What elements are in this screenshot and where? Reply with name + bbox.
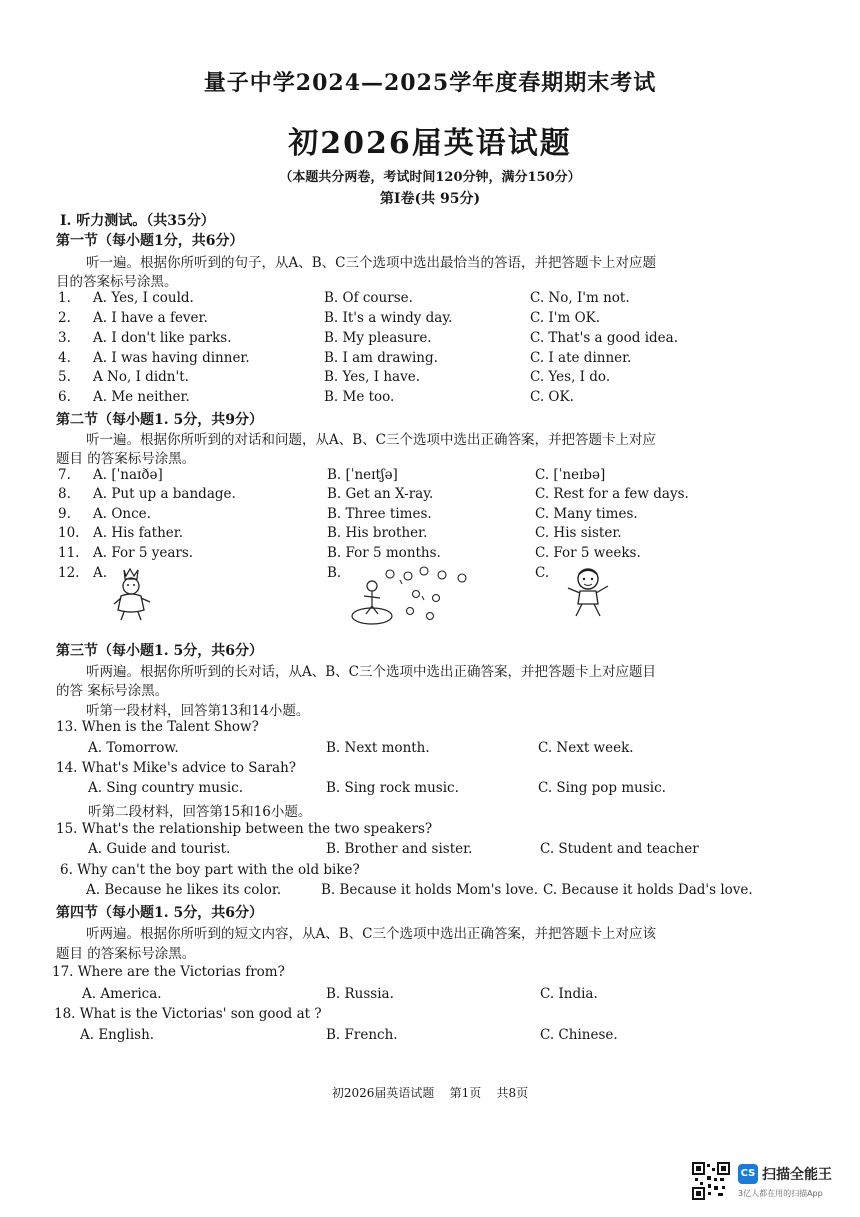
question-stem: 15. What's the relationship between the two speakers? — [56, 821, 433, 837]
option-c: C. [ˈneɪbə] — [535, 467, 606, 483]
exam-title: 初2026届英语试题 — [288, 126, 572, 161]
option-c: C. OK. — [530, 389, 574, 405]
option-a: A. Me neither. — [93, 389, 190, 405]
option-c: C. Because it holds Dad's love. — [543, 882, 753, 898]
option-b: B. I am drawing. — [324, 350, 438, 366]
question-number: 6. — [58, 389, 71, 405]
option-c: C. I ate dinner. — [530, 350, 632, 366]
question-number: 1. — [58, 290, 71, 306]
option-c: C. Yes, I do. — [530, 369, 611, 385]
option-b: B. [ˈneɪtʃə] — [327, 467, 398, 483]
option-a: A. Yes, I could. — [93, 290, 194, 306]
option-a: A. America. — [82, 986, 162, 1002]
question-number: 12. — [58, 565, 80, 581]
option-b: B. Russia. — [326, 986, 394, 1002]
option-c: C. That's a good idea. — [530, 330, 678, 346]
option-a: A. I have a fever. — [93, 310, 208, 326]
option-b: B. For 5 months. — [327, 545, 441, 561]
option-a: A. Because he likes its color. — [86, 882, 282, 898]
section4-title: 第四节（每小题1. 5分，共6分） — [56, 905, 263, 921]
question-number: 7. — [58, 467, 71, 483]
option-c: C. His sister. — [535, 525, 622, 541]
option-c: C. For 5 weeks. — [535, 545, 641, 561]
cartoon-princess-picture — [106, 566, 156, 624]
option-c: C. Chinese. — [540, 1027, 618, 1043]
camscanner-logo-icon: CS — [738, 1164, 758, 1184]
option-a: A. English. — [80, 1027, 155, 1043]
option-c: C. Student and teacher — [540, 841, 699, 857]
material-1-note: 听第一段材料，回答第13和14小题。 — [86, 703, 310, 719]
question-stem: 13. When is the Talent Show? — [56, 719, 259, 735]
question-number: 4. — [58, 350, 71, 366]
option-a: A. For 5 years. — [93, 545, 194, 561]
option-a: A. Tomorrow. — [88, 740, 179, 756]
section1-title: 第一节（每小题1分，共6分） — [56, 233, 244, 249]
option-b: B. Me too. — [324, 389, 395, 405]
question-stem: 18. What is the Victorias' son good at ? — [54, 1006, 322, 1022]
option-b: B. It's a windy day. — [324, 310, 453, 326]
option-b: B. Because it holds Mom's love. — [321, 882, 538, 898]
question-number: 8. — [58, 486, 71, 502]
volume-label: 第Ⅰ卷(共 95分) — [379, 191, 481, 207]
option-b: B. French. — [326, 1027, 398, 1043]
option-a: A. [ˈnaɪðə] — [93, 467, 163, 483]
option-c: C. Rest for a few days. — [535, 486, 689, 502]
question-number: 5. — [58, 369, 71, 385]
section4-instruction-cont: 题目 的答案标号涂黑。 — [56, 946, 196, 962]
option-b: B. Brother and sister. — [326, 841, 473, 857]
option-b: B. Get an X-ray. — [327, 486, 434, 502]
option-a: A. I don't like parks. — [93, 330, 232, 346]
option-c: C. No, I'm not. — [530, 290, 630, 306]
option-a: A. Once. — [93, 506, 151, 522]
option-b: B. Yes, I have. — [324, 369, 421, 385]
option-b: B. My pleasure. — [324, 330, 432, 346]
option-b: B. Of course. — [324, 290, 413, 306]
material-2-note: 听第二段材料，回答第15和16小题。 — [88, 804, 312, 820]
cartoon-monkey-picture — [560, 564, 616, 620]
option-a: A. Sing country music. — [88, 780, 243, 796]
section3-instruction-cont: 的答 案标号涂黑。 — [56, 683, 169, 699]
exam-note: （本题共分两卷，考试时间120分钟，满分150分） — [279, 170, 581, 185]
question-number: 11. — [58, 545, 80, 561]
question-number: 3. — [58, 330, 71, 346]
section2-instruction-cont: 题目 的答案标号涂黑。 — [56, 451, 196, 467]
cartoon-people-picture — [350, 566, 476, 628]
question-number: 2. — [58, 310, 71, 326]
question-number: 9. — [58, 506, 71, 522]
option-a: A No, I didn't. — [93, 369, 189, 385]
part-title: Ⅰ. 听力测试。（共35分） — [60, 213, 215, 229]
question-stem: 14. What's Mike's advice to Sarah? — [56, 760, 297, 776]
option-b: B. — [327, 565, 342, 581]
option-c: C. — [535, 565, 550, 581]
section2-instruction: 听一遍。根据你所听到的对话和问题，从A、B、C三个选项中选出正确答案，并把答题卡上对应 — [86, 432, 656, 448]
page-footer: 初2026届英语试题 第1页 共8页 — [331, 1086, 529, 1100]
option-c: C. Sing pop music. — [538, 780, 666, 796]
option-a: A. Guide and tourist. — [88, 841, 231, 857]
option-b: B. His brother. — [327, 525, 428, 541]
qr-code-icon — [692, 1162, 730, 1200]
option-a: A. — [93, 565, 108, 581]
section1-instruction: 听一遍。根据你所听到的句子，从A、B、C三个选项中选出最恰当的答语，并把答题卡上对应题 — [86, 255, 656, 271]
option-a: A. I was having dinner. — [93, 350, 250, 366]
option-b: B. Sing rock music. — [326, 780, 459, 796]
section3-title: 第三节（每小题1. 5分，共6分） — [56, 643, 263, 659]
option-b: B. Three times. — [327, 506, 432, 522]
question-number: 10. — [58, 525, 80, 541]
option-a: A. Put up a bandage. — [93, 486, 236, 502]
option-a: A. His father. — [93, 525, 184, 541]
camscanner-tagline: 3亿人都在用的扫描App — [738, 1189, 823, 1198]
section2-title: 第二节（每小题1. 5分，共9分） — [56, 412, 263, 428]
question-stem: 6. Why can't the boy part with the old bike? — [60, 862, 360, 878]
option-c: C. Many times. — [535, 506, 638, 522]
school-exam-title: 量子中学2024—2025学年度春期期末考试 — [203, 70, 657, 96]
section4-instruction: 听两遍。根据你所听到的短文内容，从A、B、C三个选项中选出正确答案，并把答题卡上对应该 — [86, 926, 656, 942]
option-c: C. India. — [540, 986, 598, 1002]
section1-instruction-cont: 目的答案标号涂黑。 — [56, 274, 178, 290]
option-c: C. I'm OK. — [530, 310, 601, 326]
section3-instruction: 听两遍。根据你所听到的长对话，从A、B、C三个选项中选出正确答案，并把答题卡上对应题目 — [86, 664, 656, 680]
question-stem: 17. Where are the Victorias from? — [52, 964, 285, 980]
option-c: C. Next week. — [538, 740, 634, 756]
camscanner-brand: 扫描全能王 — [762, 1167, 832, 1183]
option-b: B. Next month. — [326, 740, 430, 756]
